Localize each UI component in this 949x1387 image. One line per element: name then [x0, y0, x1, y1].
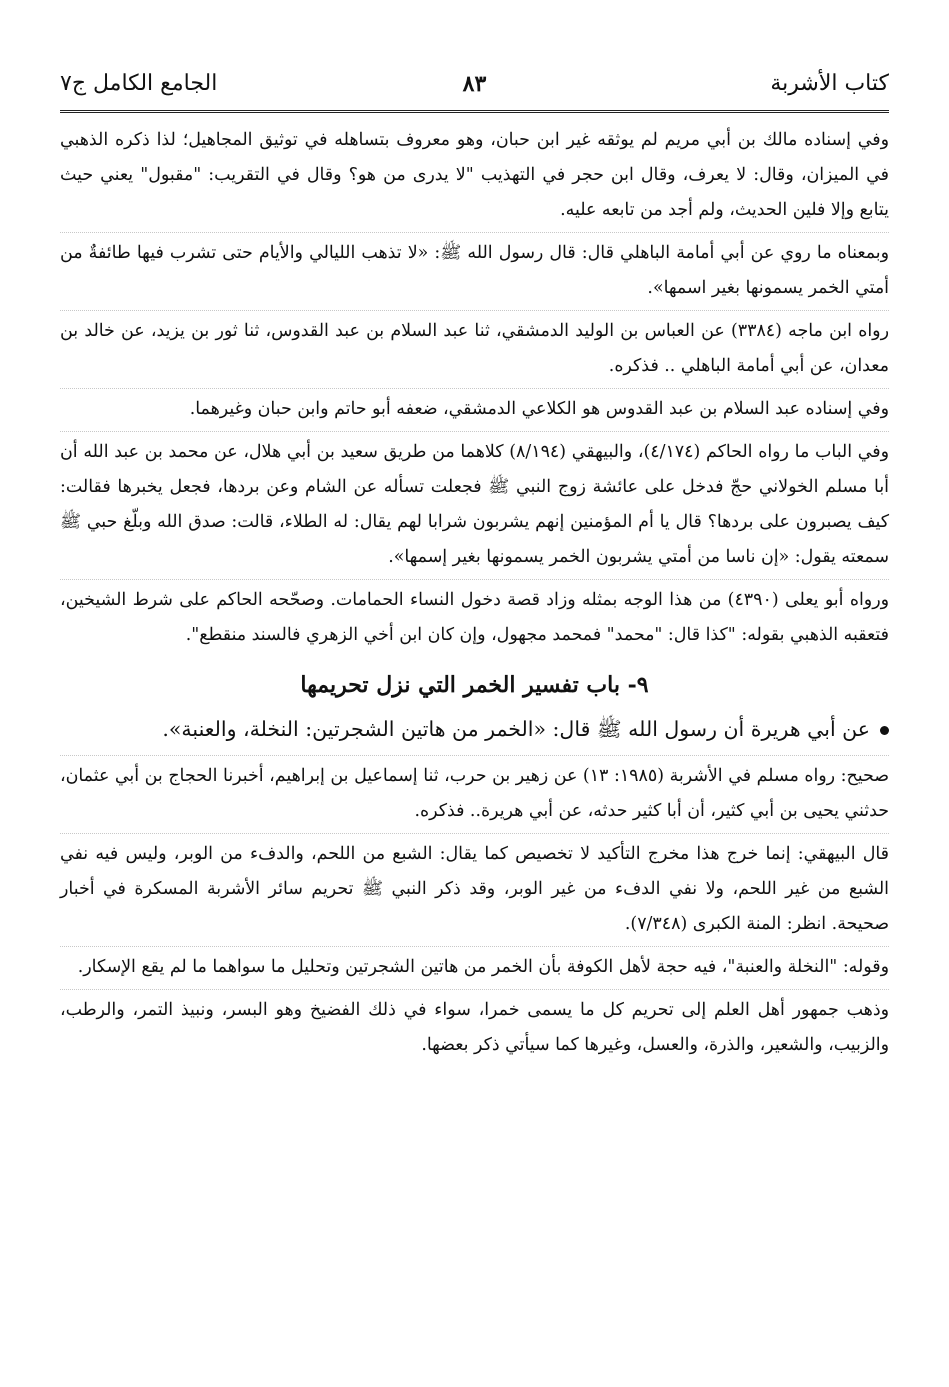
paragraph-abu-yala: ورواه أبو يعلى (٤٣٩٠) من هذا الوجه بمثله وزاد قصة دخول النساء الحمامات. وصحّحه الحاكم على شرط الشيخين، فتعقبه الذهبي بقوله: "كذا قال: "محمد" فمحمد مجهول، وإن كان ابن أخي الزهري فالسند منقطع".	[60, 579, 889, 657]
bullet-icon	[880, 726, 889, 735]
page-number: ٨٣	[462, 71, 487, 97]
paragraph-ibn-majah: رواه ابن ماجه (٣٣٨٤) عن العباس بن الوليد الدمشقي، ثنا عبد السلام بن عبد القدوس، ثنا ثور بن يزيد، عن خالد بن معدان، عن أبي أمامة الباهلي .. فذكره.	[60, 310, 889, 388]
paragraph-abd-al-salam: وفي إسناده عبد السلام بن عبد القدوس هو الكلاعي الدمشقي، ضعفه أبو حاتم وابن حبان وغيرهما.	[60, 388, 889, 431]
paragraph-hakim-bayhaqi: وفي الباب ما رواه الحاكم (٤/١٧٤)، والبيهقي (٨/١٩٤) كلاهما من طريق سعيد بن أبي هلال، عن محمد بن عبد الله أن أبا مسلم الخولاني حجّ فدخل على عائشة زوج النبي ﷺ فجعلت تسأله عن الشام وعن بردها، فجعل يخبرها فقالت: كيف يصبرون على بردها؟ قال يا أم المؤمنين إنهم يشربون شرابا لهم يقال: له الطلاء، قالت: صدق الله وبلّغ حبي ﷺ سمعته يقول: «إن ناسا من أمتي يشربون الخمر يسمونها بغير إسمها».	[60, 431, 889, 579]
paragraph-isnad-malik: وفي إسناده مالك بن أبي مريم لم يوثقه غير ابن حبان، وهو معروف بتساهله في توثيق المجاهيل؛ لذا ذكره الذهبي في الميزان، وقال: لا يعرف، وقال ابن حجر في التهذيب "لا يدرى من هو؟ وقال في التقريب: "مقبول" يعني حيث يتابع وإلا فلين الحديث، ولم أجد من تابعه عليه.	[60, 130, 889, 220]
paragraph-abu-umama: وبمعناه ما روي عن أبي أمامة الباهلي قال: قال رسول الله ﷺ: «لا تذهب الليالي والأيام حتى تشرب فيها طائفةٌ من أمتي الخمر يسمونها بغير اسمها».	[60, 232, 889, 310]
chapter-heading: ٩- باب تفسير الخمر التي نزل تحريمها	[300, 672, 649, 698]
hadith-body: عن أبي هريرة أن رسول الله ﷺ قال: «الخمر من هاتين الشجرتين: النخلة، والعنبة».	[162, 717, 870, 741]
paragraph-sahih-muslim: صحيح: رواه مسلم في الأشربة (١٩٨٥: ١٣) عن زهير بن حرب، ثنا إسماعيل بن إبراهيم، أخبرنا الحجاج بن أبي عثمان، حدثني يحيى بن أبي كثير، أن أبا كثير حدثه، عن أبي هريرة.. فذكره.	[60, 755, 889, 833]
page-header	[60, 58, 889, 113]
header-book-title: الجامع الكامل ج٧	[60, 71, 218, 96]
header-section-title: كتاب الأشربة	[770, 71, 889, 96]
hadith-text	[60, 709, 889, 749]
paragraph-bayhaqi-comment: قال البيهقي: إنما خرج هذا مخرج التأكيد لا تخصيص كما يقال: الشبع من اللحم، والدفء من الوبر، وليس فيه نفي الشبع من غير اللحم، ولا نفي الدفء من غير الوبر، وقد ذكر النبي ﷺ تحريم سائر الأشربة المسكرة في أخبار صحيحة. انظر: المنة الكبرى (٧/٣٤٨).	[60, 833, 889, 946]
page-body	[60, 113, 889, 1067]
paragraph-jumhur: وذهب جمهور أهل العلم إلى تحريم كل ما يسمى خمرا، سواء في ذلك الفضيخ وهو البسر، ونبيذ التمر، والرطب، والزبيب، والشعير، والذرة، والعسل، وغيرها كما سيأتي ذكر بعضها.	[60, 989, 889, 1067]
paragraph-nakhla-inaba: وقوله: "النخلة والعنبة"، فيه حجة لأهل الكوفة بأن الخمر من هاتين الشجرتين وتحليل ما سواهما ما لم يقع الإسكار.	[60, 946, 889, 989]
